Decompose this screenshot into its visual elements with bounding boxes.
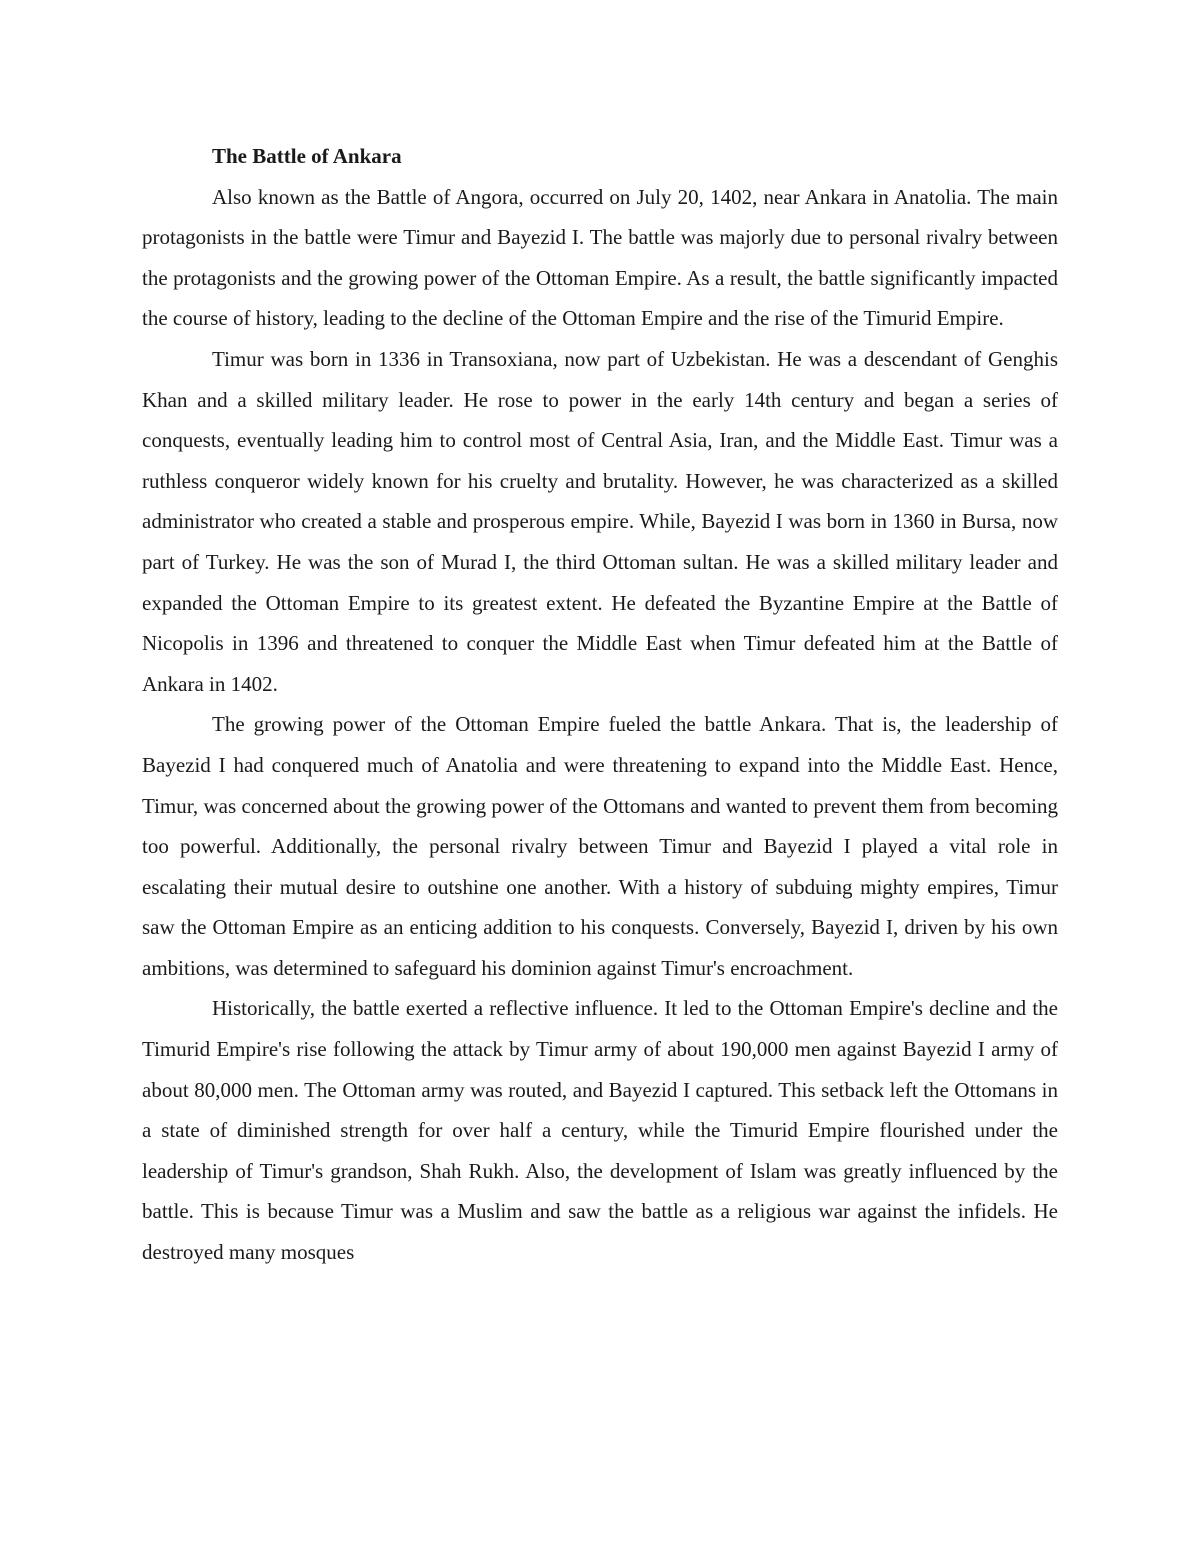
paragraph-impact: Historically, the battle exerted a reflective influence. It led to the Ottoman Empire's decline and the Timurid Empire's rise following the attack by Timur army of about 190,000 men against Bayezid I army of about 80,000 men. The Ottoman army was routed, and Bayezid I captured. This setback left the Ottomans in a state of diminished strength for over half a century, while the Timurid Empire flourished under the leadership of Timur's grandson, Shah Rukh. Also, the development of Islam was greatly influenced by the battle. This is because Timur was a Muslim and saw the battle as a religious war against the infidels. He destroyed many mosques (142, 996, 1058, 1265)
paragraph-causes: The growing power of the Ottoman Empire fueled the battle Ankara. That is, the leadership of Bayezid I had conquered much of Anatolia and were threatening to expand into the Middle East. Hence, Timur, was concerned about the growing power of the Ottomans and wanted to prevent them from becoming too powerful. Additionally, the personal rivalry between Timur and Bayezid I played a vital role in escalating their mutual desire to outshine one another. With a history of subduing mighty empires, Timur saw the Ottoman Empire as an enticing addition to his conquests. Conversely, Bayezid I, driven by his own ambitions, was determined to safeguard his dominion against Timur's encroachment. (142, 712, 1058, 980)
paragraph-protagonists: Timur was born in 1336 in Transoxiana, now part of Uzbekistan. He was a descendant of Genghis Khan and a skilled military leader. He rose to power in the early 14th century and began a series of conquests, eventually leading him to control most of Central Asia, Iran, and the Middle East. Timur was a ruthless conqueror widely known for his cruelty and brutality. However, he was characterized as a skilled administrator who created a stable and prosperous empire. While, Bayezid I was born in 1360 in Bursa, now part of Turkey. He was the son of Murad I, the third Ottoman sultan. He was a skilled military leader and expanded the Ottoman Empire to its greatest extent. He defeated the Byzantine Empire at the Battle of Nicopolis in 1396 and threatened to conquer the Middle East when Timur defeated him at the Battle of Ankara in 1402. (142, 346, 1058, 696)
paragraph-intro: Also known as the Battle of Angora, occurred on July 20, 1402, near Ankara in Anatolia. The main protagonists in the battle were Timur and Bayezid I. The battle was majorly due to personal rivalry between the protagonists and the growing power of the Ottoman Empire. As a result, the battle significantly impacted the course of history, leading to the decline of the Ottoman Empire and the rise of the Timurid Empire. (142, 184, 1058, 331)
document-title: The Battle of Ankara (212, 144, 402, 168)
document-body (142, 136, 1058, 1273)
